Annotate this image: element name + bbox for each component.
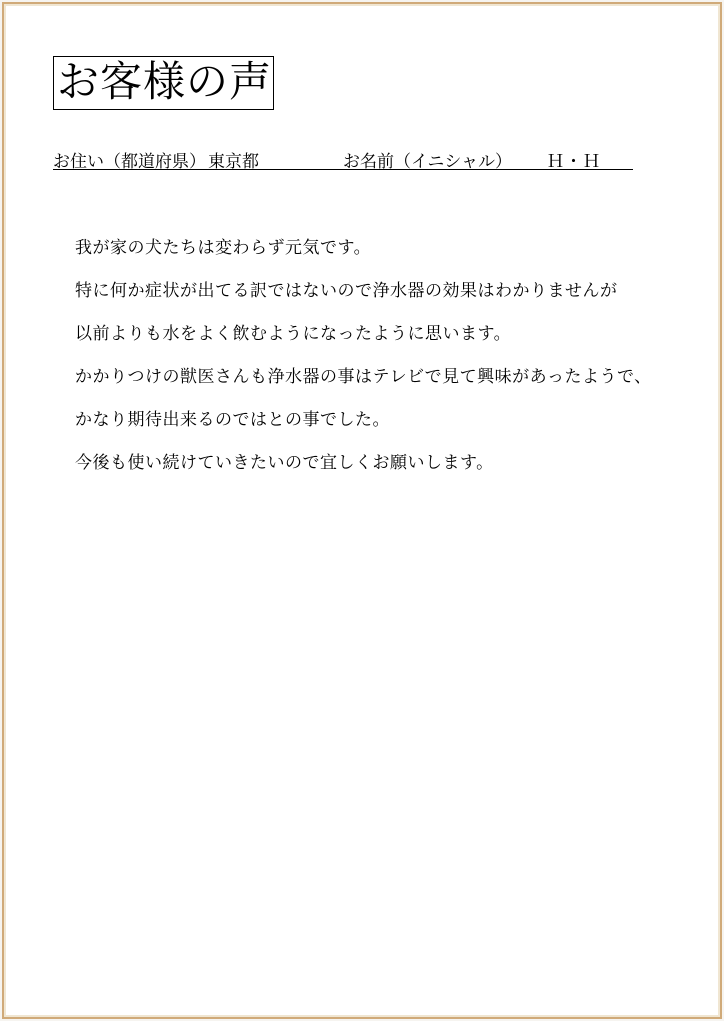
- document-title-box: [53, 56, 274, 110]
- testimonial-body: [75, 226, 652, 484]
- body-line: 特に何か症状が出てる訳ではないので浄水器の効果はわかりませんが: [75, 281, 618, 300]
- body-line: かかりつけの獣医さんも浄水器の事はテレビで見て興味があったようで、: [75, 367, 652, 386]
- body-line: 以前よりも水をよく飲むようになったように思います。: [75, 324, 512, 343]
- body-line: 今後も使い続けていきたいので宜しくお願いします。: [75, 453, 494, 472]
- name-label: お名前（イニシャル）: [343, 152, 512, 171]
- body-line: かなり期待出来るのではとの事でした。: [75, 410, 390, 429]
- page-title: お客様の声: [57, 60, 273, 106]
- customer-info-line: [53, 147, 633, 170]
- residence-label: お住い（都道府県）: [53, 152, 206, 171]
- name-value: Ｈ・Ｈ: [546, 152, 601, 171]
- body-line: 我が家の犬たちは変わらず元気です。: [75, 238, 372, 257]
- residence-value: 東京都: [208, 152, 259, 171]
